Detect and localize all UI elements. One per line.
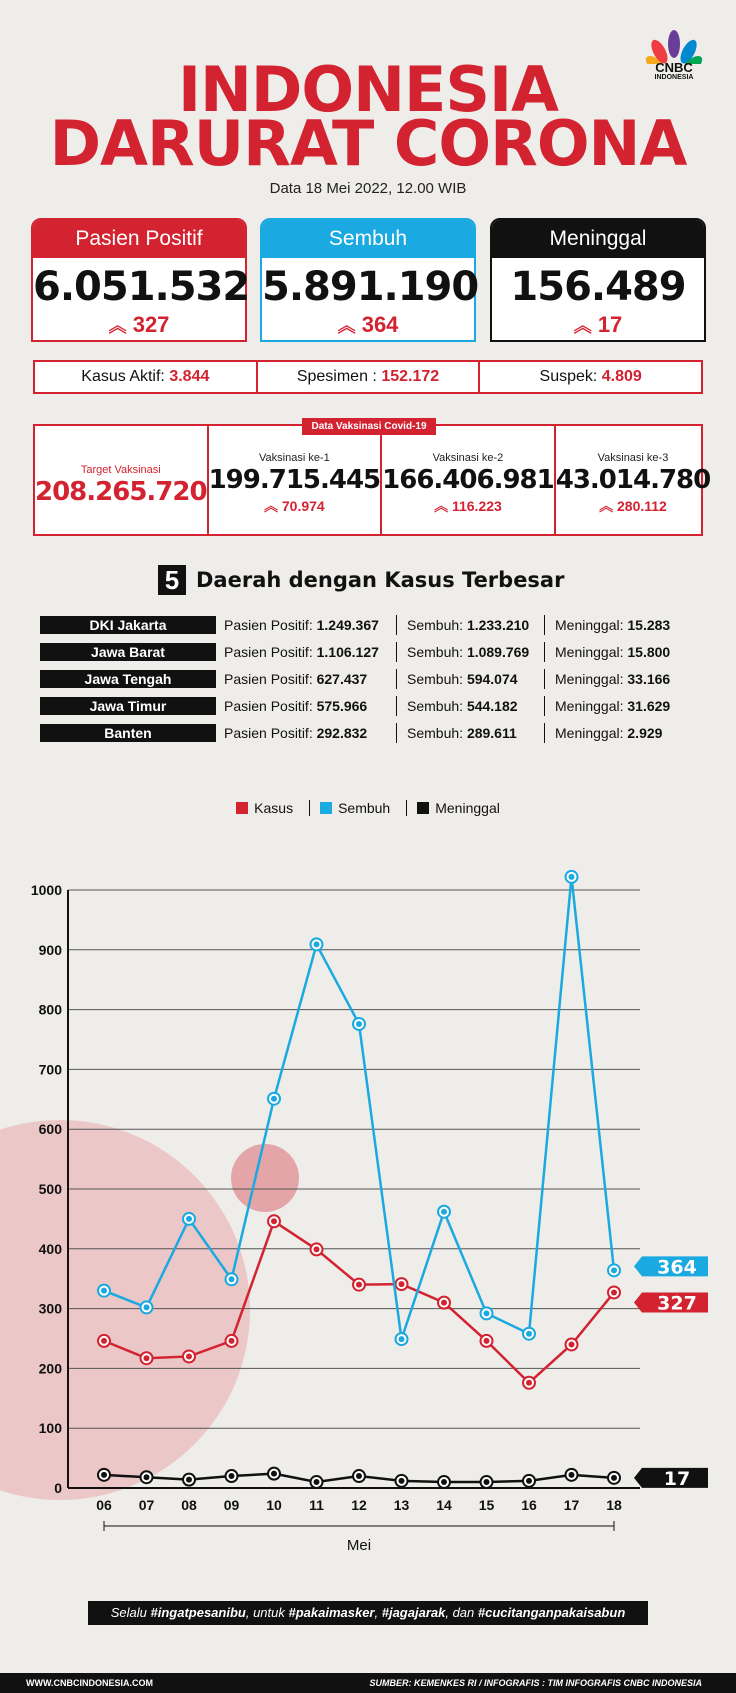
legend-item-sembuh: Sembuh	[309, 800, 390, 816]
data-point-dot	[314, 1479, 320, 1485]
x-tick-label: 16	[521, 1497, 537, 1513]
region-name: Banten	[40, 724, 216, 742]
data-point-dot	[484, 1479, 490, 1485]
logo-subtext: INDONESIA	[654, 74, 694, 81]
legend-item-kasus: Kasus	[236, 800, 293, 816]
stat-label: Sembuh	[262, 220, 474, 258]
data-point-dot	[271, 1471, 277, 1477]
y-tick-label: 300	[38, 1300, 62, 1317]
x-tick-label: 07	[138, 1497, 155, 1513]
data-date: Data 18 Mei 2022, 12.00 WIB	[269, 180, 467, 197]
line-chart	[0, 840, 736, 1560]
x-tick-label: 09	[223, 1497, 240, 1513]
data-point-dot	[186, 1353, 192, 1359]
y-tick-label: 0	[54, 1480, 62, 1496]
data-point-dot	[186, 1477, 192, 1483]
vaccine-dose-3	[554, 426, 710, 534]
info-spesimen: Spesimen : 152.172	[256, 362, 479, 392]
vaccine-dose-value: 43.014.780	[555, 465, 711, 495]
data-point-dot	[399, 1478, 405, 1484]
slogan-bar: Selalu #ingatpesanibu, untuk #pakaimasker, #jagajarak, dan #cucitanganpakaisabun	[88, 1601, 648, 1625]
data-point-dot	[441, 1479, 447, 1485]
data-point-dot	[144, 1355, 150, 1361]
data-point-dot	[569, 1341, 575, 1347]
vaccine-dose-label: Vaksinasi ke-2	[432, 452, 504, 464]
stat-delta-value: 327	[132, 312, 170, 337]
data-point-dot	[229, 1473, 235, 1479]
region-row: Jawa Timur Pasien Positif: 575.966 Sembuh: 544.182 Meninggal: 31.629	[40, 695, 720, 717]
data-point-dot	[611, 1267, 617, 1273]
region-name: Jawa Timur	[40, 697, 216, 715]
legend-swatch	[417, 802, 429, 814]
vaccine-dose-delta: ︽ 70.974	[264, 498, 325, 514]
vaccine-target-value: 208.265.720	[35, 477, 207, 507]
y-tick-label: 100	[38, 1420, 62, 1437]
end-label	[634, 1292, 708, 1314]
x-tick-label: 13	[393, 1497, 410, 1513]
end-label-text: 327	[657, 1292, 697, 1315]
x-tick-label: 18	[606, 1497, 622, 1513]
legend-item-meninggal: Meninggal	[406, 800, 500, 816]
double-chevron-up-icon: ︽	[599, 498, 614, 514]
data-point-dot	[441, 1209, 447, 1215]
y-tick-label: 500	[38, 1181, 62, 1197]
y-tick-label: 1000	[30, 882, 62, 898]
data-point-dot	[356, 1282, 362, 1288]
data-point-dot	[101, 1338, 107, 1344]
stat-delta-value: 364	[361, 312, 399, 337]
data-point-dot	[569, 874, 575, 880]
data-point-dot	[484, 1338, 490, 1344]
data-point-dot	[229, 1338, 235, 1344]
region-row: Jawa Tengah Pasien Positif: 627.437 Sembuh: 594.074 Meninggal: 33.166	[40, 668, 720, 690]
chart-legend	[0, 800, 736, 816]
data-point-dot	[144, 1304, 150, 1310]
x-axis-label: Mei	[346, 1537, 372, 1554]
data-point-dot	[526, 1478, 532, 1484]
double-chevron-up-icon: ︽	[434, 498, 449, 514]
y-tick-label: 600	[38, 1121, 62, 1138]
data-point-dot	[229, 1276, 235, 1282]
data-point-dot	[611, 1475, 617, 1481]
x-tick-label: 12	[351, 1497, 367, 1513]
double-chevron-up-icon: ︽	[337, 316, 356, 336]
stat-sembuh	[260, 218, 479, 342]
vaccine-target-label: Target Vaksinasi	[80, 464, 161, 476]
y-tick-label: 900	[38, 941, 62, 958]
data-point-dot	[356, 1021, 362, 1027]
data-point-dot	[271, 1096, 277, 1102]
x-tick-label: 14	[436, 1497, 452, 1513]
stat-delta-value: 17	[597, 312, 623, 337]
x-tick-label: 11	[309, 1497, 324, 1513]
end-label	[634, 1468, 708, 1490]
vaccine-target	[35, 426, 207, 534]
data-point-dot	[314, 941, 320, 947]
double-chevron-up-icon: ︽	[573, 316, 592, 336]
vaccine-section-label: Data Vaksinasi Covid-19	[302, 418, 436, 435]
data-point-dot	[526, 1380, 532, 1386]
data-point-dot	[314, 1246, 320, 1252]
stat-value: 6.051.532	[33, 264, 250, 310]
info-kasus-aktif: Kasus Aktif: 3.844	[81, 368, 210, 385]
legend-swatch	[320, 802, 332, 814]
regions-number: 5	[158, 565, 186, 595]
data-point-dot	[356, 1473, 362, 1479]
virus-blob	[0, 1120, 250, 1500]
stat-positif	[31, 218, 250, 342]
region-name: Jawa Barat	[40, 643, 216, 661]
vaccine-dose-delta: ︽ 116.223	[434, 498, 502, 514]
data-point-dot	[101, 1288, 107, 1294]
x-tick-label: 06	[96, 1497, 112, 1513]
data-point-dot	[611, 1289, 617, 1295]
data-point-dot	[101, 1472, 107, 1478]
x-tick-label: 10	[266, 1497, 282, 1513]
region-name: Jawa Tengah	[40, 670, 216, 688]
stat-label: Meninggal	[492, 220, 704, 258]
y-tick-label: 700	[38, 1061, 62, 1078]
vaccine-dose-2	[380, 426, 554, 534]
vaccine-box	[33, 424, 711, 536]
regions-title-text: Daerah dengan Kasus Terbesar	[196, 568, 565, 592]
stat-value: 156.489	[510, 264, 686, 310]
vaccine-dose-label: Vaksinasi ke-3	[597, 452, 669, 464]
logo-text: CNBC	[655, 60, 693, 75]
region-row: Jawa Barat Pasien Positif: 1.106.127 Sembuh: 1.089.769 Meninggal: 15.800	[40, 641, 720, 663]
stat-meninggal	[490, 218, 706, 342]
vaccine-dose-value: 199.715.445	[208, 465, 381, 495]
data-point-dot	[399, 1281, 405, 1287]
page-title-line1: INDONESIA	[177, 53, 559, 126]
data-point-dot	[569, 1472, 575, 1478]
data-point-dot	[441, 1300, 447, 1306]
virus-blob-small	[231, 1144, 299, 1212]
data-point-dot	[399, 1336, 405, 1342]
stat-delta	[262, 312, 474, 339]
data-point-dot	[271, 1218, 277, 1224]
vaccine-dose-label: Vaksinasi ke-1	[259, 452, 330, 464]
info-row	[33, 360, 703, 394]
x-tick-label: 17	[563, 1497, 580, 1513]
footer-source: SUMBER: KEMENKES RI / INFOGRAFIS : TIM INFOGRAFIS CNBC INDONESIA	[369, 1678, 702, 1688]
stat-value: 5.891.190	[262, 264, 479, 310]
x-tick-label: 15	[478, 1497, 495, 1513]
x-tick-label: 08	[181, 1497, 197, 1513]
legend-swatch	[236, 802, 248, 814]
region-row: DKI Jakarta Pasien Positif: 1.249.367 Sembuh: 1.233.210 Meninggal: 15.283	[40, 614, 720, 636]
footer-bar	[0, 1673, 736, 1693]
y-tick-label: 800	[38, 1001, 62, 1018]
region-row: Banten Pasien Positif: 292.832 Sembuh: 289.611 Meninggal: 2.929	[40, 722, 720, 744]
y-tick-label: 400	[38, 1240, 62, 1257]
vaccine-dose-delta: ︽ 280.112	[599, 498, 667, 514]
end-label	[634, 1256, 708, 1278]
data-point-dot	[526, 1331, 532, 1337]
footer-website-link[interactable]: WWW.CNBCINDONESIA.COM	[26, 1678, 153, 1688]
stat-delta	[492, 312, 704, 339]
stat-label: Pasien Positif	[33, 220, 245, 258]
stat-delta	[33, 312, 245, 339]
end-label-text: 364	[657, 1256, 697, 1279]
double-chevron-up-icon: ︽	[108, 316, 127, 336]
data-point-dot	[484, 1310, 490, 1316]
info-suspek: Suspek: 4.809	[478, 362, 701, 392]
region-name: DKI Jakarta	[40, 616, 216, 634]
double-chevron-up-icon: ︽	[264, 498, 278, 514]
page-title-line2: DARURAT CORONA	[49, 107, 687, 180]
vaccine-dose-1	[207, 426, 381, 534]
end-label-text: 17	[663, 1467, 691, 1490]
y-tick-label: 200	[38, 1360, 62, 1377]
data-point-dot	[144, 1474, 150, 1480]
vaccine-dose-value: 166.406.981	[382, 465, 554, 495]
data-point-dot	[186, 1216, 192, 1222]
